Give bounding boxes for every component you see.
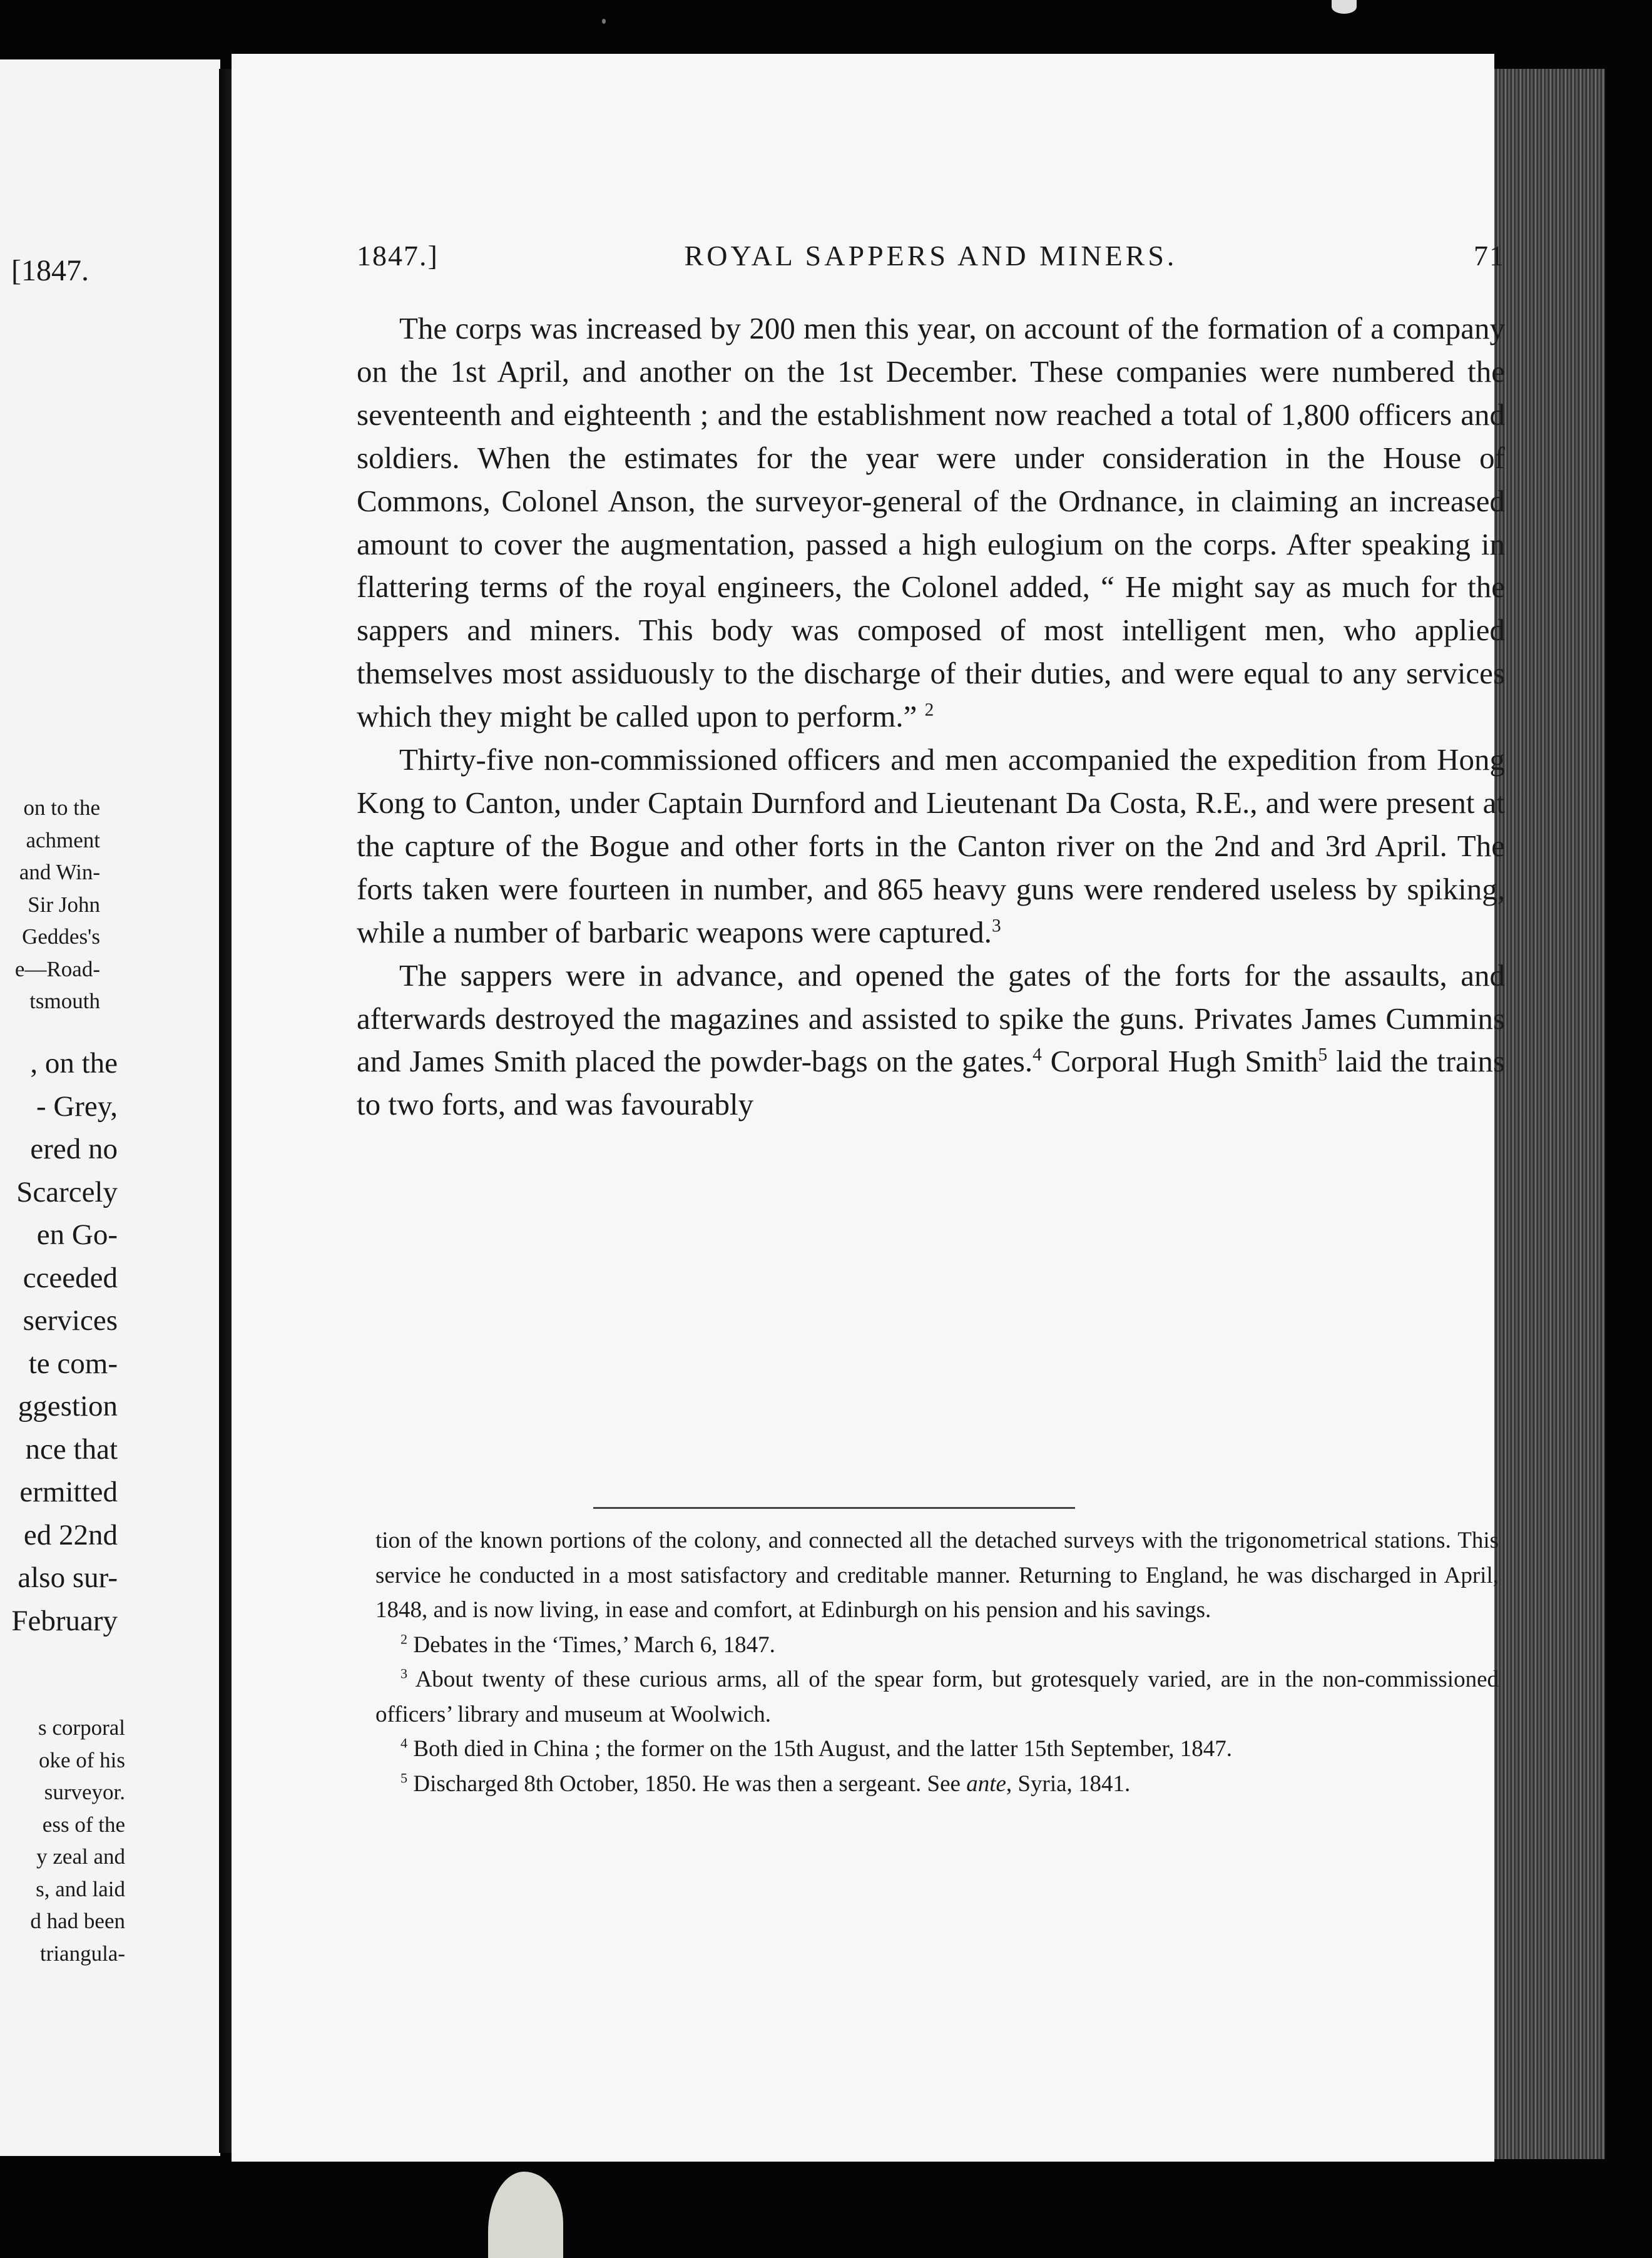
paragraph-text: Thirty-five non-commissioned officers and men accompanied the expedition from Hong Kong to Canton, under Captain Durnford and Lieutenant Da Costa, R.E., and were present at the capture of the Bogue and other forts in the Canton river on the 2nd and 3rd April. The forts taken were fourteen in number, and 865 heavy guns were rendered useless by spiking, while a number of barbaric weapons were captured. [357, 742, 1505, 949]
footnote-text: About twenty of these curious arms, all of the spear form, but grotesquely varied, are in the non-commissioned officers’ library and museum at Woolwich. [375, 1667, 1499, 1727]
running-header [357, 239, 1505, 283]
paragraph [357, 307, 1505, 738]
left-note-line: tsmouth [29, 989, 100, 1013]
left-body-line: te com- [28, 1347, 118, 1380]
page-number: 71 [1474, 240, 1505, 272]
paragraph-text: The corps was increased by 200 men this year, on account of the formation of a company on the 1st April, and another on the 1st December. These companies were numbered the seventeenth and eighteenth ; and the establishment now reached a total of 1,800 officers and soldiers. When the estimates for the year were under consideration in the House of Commons, Colonel Anson, the surveyor-general of the Ordnance, in claiming an increased amount to cover the augmentation, passed a high eulogium on the corps. After speaking in flattering terms of the royal engineers, the Colonel added, “ He might say as much for the sappers and miners. This body was composed of most intelligent men, who applied themselves most assiduously to the discharge of their duties, and were equal to any services which they might be called upon to perform.” [357, 311, 1505, 734]
left-page [0, 59, 220, 2156]
footnote [375, 1628, 1499, 1663]
footnote-ref: 2 [924, 700, 934, 720]
footnote-italic: ante [966, 1770, 1006, 1797]
footnote-text: Debates in the ‘Times,’ March 6, 1847. [407, 1632, 775, 1658]
left-note-line: achment [26, 827, 100, 852]
footnote-ref: 5 [1318, 1045, 1328, 1066]
paragraph-text: The sappers were in advance, and opened the gates of the forts for the assaults, and afterwards destroyed the magazines and assisted to spike the guns. Privates James Cummins and James Smith placed the powder-bags on the gates. [357, 958, 1505, 1079]
left-body-line: cceeded [23, 1261, 118, 1294]
left-page-note [15, 792, 100, 1018]
left-note-line: Geddes's [22, 924, 100, 949]
left-foot-line: s corporal [38, 1715, 125, 1740]
left-body-line: nce that [25, 1433, 118, 1466]
left-body-line: ermitted [19, 1476, 118, 1508]
left-foot-line: d had been [30, 1909, 125, 1933]
left-foot-line: ess of the [42, 1812, 125, 1837]
left-foot-line: triangula- [39, 1941, 125, 1966]
footnote-mark: 3 [400, 1665, 408, 1682]
left-foot-line: y zeal and [36, 1844, 125, 1869]
paragraph [357, 738, 1505, 954]
footnote [375, 1732, 1499, 1767]
right-page [232, 54, 1505, 2162]
left-note-line: and Win- [19, 860, 100, 884]
torn-paper-fragment [488, 2172, 563, 2258]
header-year: 1847.] [357, 240, 439, 272]
scan-artifact [602, 19, 606, 24]
footnotes [375, 1523, 1499, 1801]
left-page-body [11, 1042, 118, 1642]
left-page-header: [1847. [11, 254, 89, 287]
footnote-mark: 2 [400, 1631, 408, 1647]
left-body-line: Scarcely [16, 1175, 118, 1208]
paragraph-text: Corporal Hugh Smith [1041, 1044, 1318, 1079]
left-body-line: services [23, 1304, 118, 1337]
left-body-line: ed 22nd [23, 1518, 118, 1551]
footnote-ref: 3 [991, 916, 1001, 936]
footnote-rule [593, 1507, 1075, 1509]
left-body-line: en Go- [36, 1218, 118, 1251]
footnote-mark: 4 [400, 1735, 408, 1751]
footnote-continuation: tion of the known portions of the colony, and connected all the detached surveys with the trigonometrical stations. This service he conducted in a most satisfactory and creditable manner. Returning to England, he was discharged in April, 1848, and is now living, in ease and comfort, at Edinburgh on his pension and his savings. [375, 1528, 1499, 1623]
left-foot-line: surveyor. [44, 1780, 125, 1804]
left-page-footnotes [30, 1712, 125, 1969]
footnote [375, 1767, 1499, 1802]
left-body-line: , on the [30, 1047, 118, 1080]
footnote-text: , Syria, 1841. [1006, 1770, 1131, 1797]
left-note-line: Sir John [28, 892, 100, 917]
scan-artifact [1332, 0, 1357, 14]
left-body-line: February [11, 1604, 118, 1637]
body-text [357, 307, 1505, 1126]
footnote-mark: 5 [400, 1770, 408, 1786]
left-foot-line: s, and laid [36, 1876, 125, 1901]
left-note-line: on to the [23, 795, 100, 820]
footnote-text: Discharged 8th October, 1850. He was then a sergeant. See [407, 1770, 967, 1797]
left-note-line: e—Road- [14, 956, 100, 981]
left-body-line: also sur- [18, 1561, 118, 1594]
footnote-text: Both died in China ; the former on the 15th August, and the latter 15th September, 1847. [407, 1736, 1233, 1762]
paragraph [357, 954, 1505, 1127]
left-foot-line: oke of his [38, 1747, 125, 1772]
left-body-line: - Grey, [36, 1090, 118, 1123]
paragraph-text: laid the trains to two forts, and was favourably [357, 1044, 1505, 1122]
header-title: ROYAL SAPPERS AND MINERS. [684, 240, 1178, 272]
footnote-ref: 4 [1032, 1045, 1042, 1066]
left-body-line: ered no [30, 1133, 118, 1165]
footnote [375, 1662, 1499, 1732]
left-body-line: ggestion [18, 1390, 118, 1423]
page-edges [1492, 69, 1605, 2159]
